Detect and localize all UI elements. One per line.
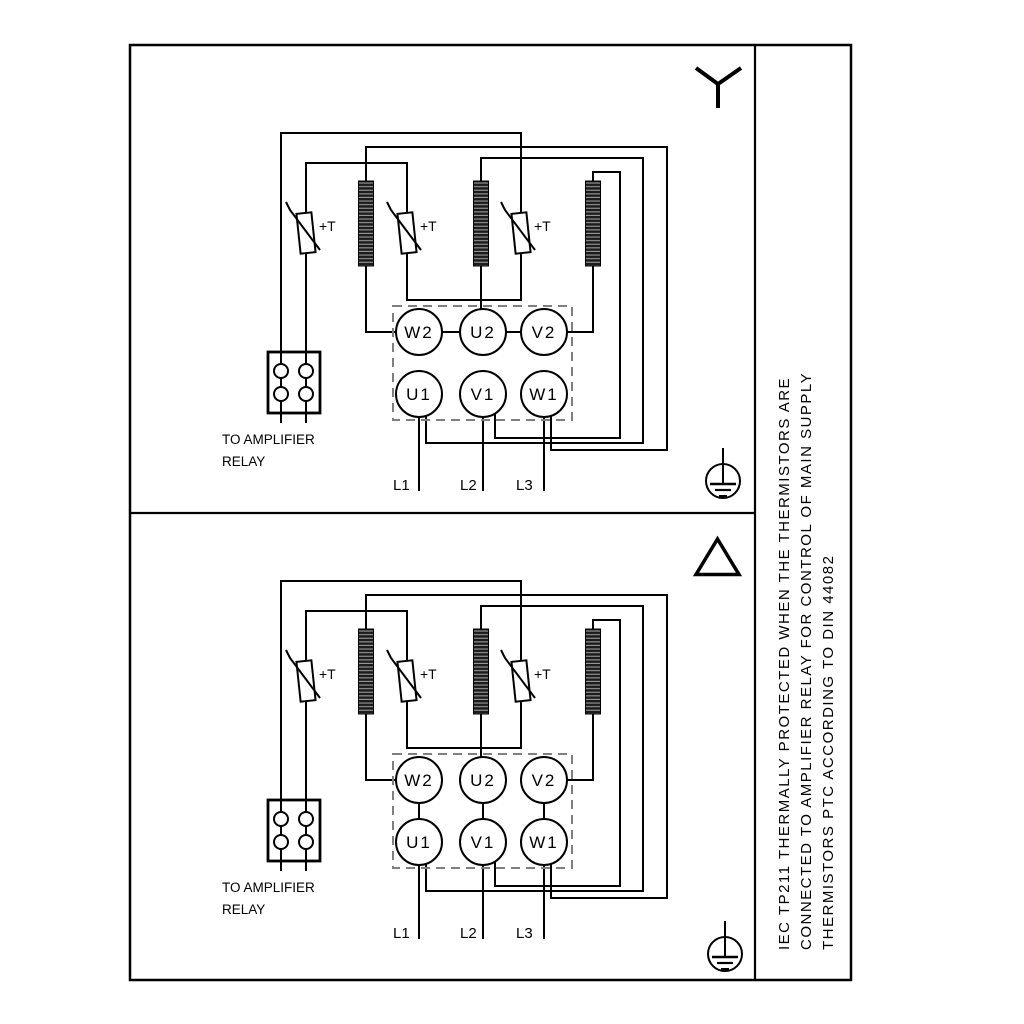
- side-note-line3: THERMISTORS PTC ACCORDING TO DIN 44082: [820, 554, 837, 950]
- star-connection-icon: [696, 68, 741, 108]
- panel-delta-connection: [222, 539, 742, 971]
- side-note-line2: CONNECTED TO AMPLIFIER RELAY FOR CONTROL OF MAIN SUPPLY: [798, 371, 815, 950]
- delta-connection-icon: [696, 539, 739, 575]
- side-note: [776, 372, 837, 950]
- side-note-line1: IEC TP211 THERMALLY PROTECTED WHEN THE THERMISTORS ARE: [776, 376, 793, 950]
- panel-star-connection: [222, 68, 741, 498]
